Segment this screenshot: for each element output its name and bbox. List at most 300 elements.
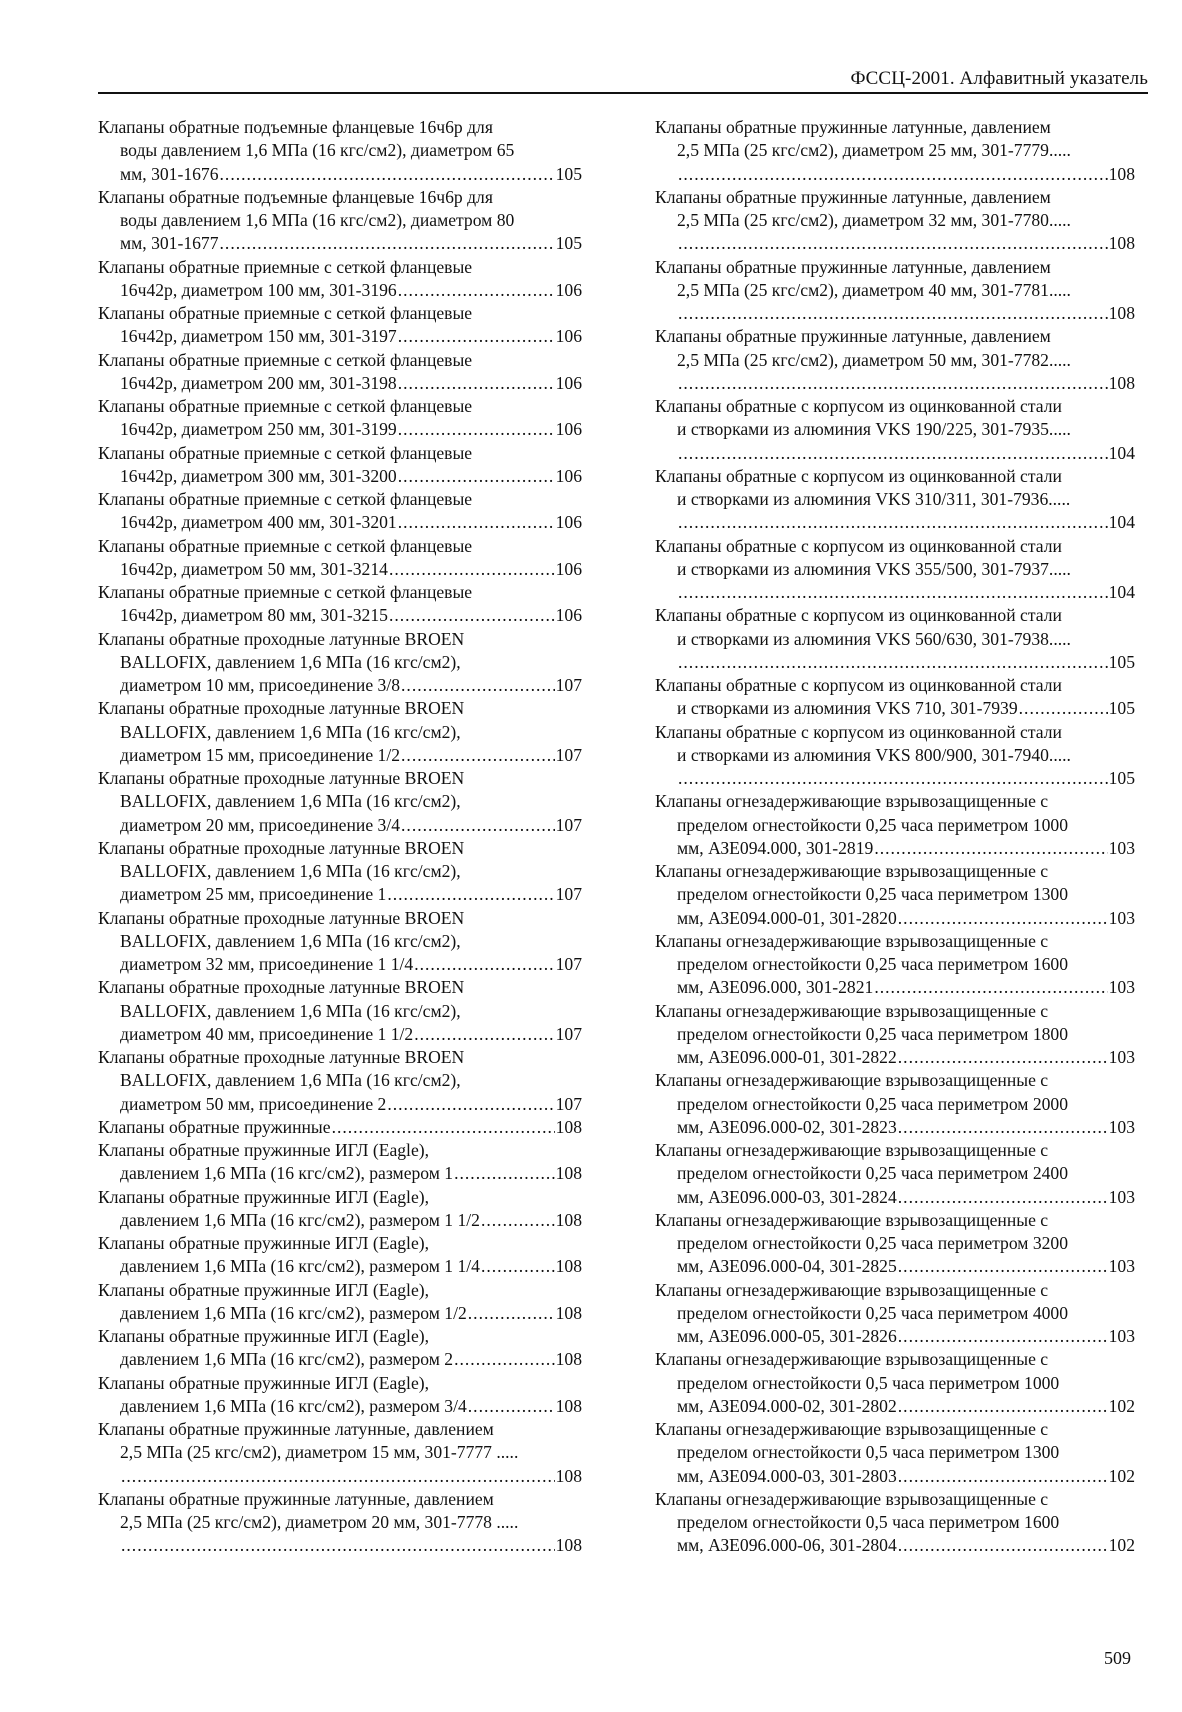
entry-line: Клапаны обратные приемные с сеткой фланцевые <box>98 489 473 509</box>
dot-leader <box>898 1395 1108 1418</box>
entry-line: Клапаны огнезадерживающие взрывозащищенные с <box>655 861 1049 881</box>
entry-line: Клапаны обратные с корпусом из оцинкованной стали <box>655 721 1062 742</box>
entry-page-number: 105 <box>1108 768 1135 788</box>
dot-leader <box>121 1465 555 1488</box>
dot-leader <box>401 674 555 697</box>
entry-page-number: 108 <box>555 1256 582 1277</box>
entry-line: 16ч42р, диаметром 300 мм, 301-3200 <box>120 465 397 486</box>
index-entry <box>655 256 1135 326</box>
entry-last-line <box>98 1093 582 1116</box>
entry-page-number: 108 <box>555 1395 582 1416</box>
entry-last-line <box>98 163 582 186</box>
entry-last-line <box>655 837 1135 860</box>
dot-leader <box>874 837 1107 860</box>
entry-last-line <box>98 465 582 488</box>
index-entry <box>98 837 582 907</box>
dot-leader <box>387 1093 554 1116</box>
entry-line: давлением 1,6 МПа (16 кгс/см2), размером 3/4 <box>120 1395 467 1416</box>
entry-line: и створками из алюминия VKS 190/225, 301-7935..... <box>677 419 1071 440</box>
entry-line: 2,5 МПа (25 кгс/см2), диаметром 20 мм, 301-7778 ..... <box>120 1512 519 1532</box>
entry-last-line <box>655 697 1135 720</box>
index-entry <box>655 1488 1135 1558</box>
entry-line: мм, АЗЕ094.000-03, 301-2803 <box>677 1465 897 1486</box>
dot-leader <box>678 442 1108 465</box>
entry-line: и створками из алюминия VKS 355/500, 301-7937..... <box>677 558 1071 579</box>
entry-line: Клапаны огнезадерживающие взрывозащищенные с <box>655 930 1049 951</box>
entry-page-number: 104 <box>1108 512 1135 533</box>
entry-line: мм, 301-1676 <box>120 163 219 184</box>
index-entry <box>655 465 1135 535</box>
index-column-right <box>655 116 1135 1558</box>
dot-leader <box>398 465 555 488</box>
entry-line: Клапаны обратные приемные с сеткой фланцевые <box>98 396 473 416</box>
entry-page-number: 107 <box>555 1023 582 1044</box>
index-entry <box>98 256 582 303</box>
entry-line: 16ч42р, диаметром 100 мм, 301-3196 <box>120 279 397 300</box>
entry-last-line <box>98 1348 582 1371</box>
entry-page-number: 106 <box>555 372 582 393</box>
entry-line: Клапаны огнезадерживающие взрывозащищенные с <box>655 791 1049 812</box>
index-entry <box>98 186 582 256</box>
entry-line: 16ч42р, диаметром 50 мм, 301-3214 <box>120 558 388 579</box>
entry-line: пределом огнестойкости 0,5 часа периметром 1300 <box>677 1442 1060 1463</box>
entry-line: BALLOFIX, давлением 1,6 МПа (16 кгс/см2), <box>120 791 461 812</box>
entry-last-line <box>655 907 1135 930</box>
index-entry <box>98 395 582 442</box>
dot-leader <box>678 511 1108 534</box>
entry-line: Клапаны обратные проходные латунные BROEN <box>98 768 465 788</box>
entry-last-line <box>655 1255 1135 1278</box>
entry-line: Клапаны обратные пружинные ИГЛ (Eagle), <box>98 1140 430 1160</box>
entry-last-line <box>655 976 1135 999</box>
dot-leader <box>398 511 555 534</box>
entry-line: мм, АЗЕ096.000-04, 301-2825 <box>677 1256 897 1277</box>
dot-leader <box>398 279 555 302</box>
entry-line: Клапаны огнезадерживающие взрывозащищенные с <box>655 1070 1049 1091</box>
entry-last-line <box>655 651 1135 674</box>
dot-leader <box>220 163 555 186</box>
entry-line: Клапаны обратные проходные латунные BROEN <box>98 698 465 719</box>
index-entry <box>98 302 582 349</box>
index-entry <box>655 1348 1135 1418</box>
entry-line: BALLOFIX, давлением 1,6 МПа (16 кгс/см2), <box>120 930 461 951</box>
entry-line: Клапаны обратные пружинные латунные, давлением <box>655 186 1051 207</box>
entry-page-number: 105 <box>1108 651 1135 672</box>
entry-last-line <box>98 418 582 441</box>
index-entry <box>98 1232 582 1279</box>
index-entry <box>98 535 582 582</box>
entry-page-number: 103 <box>1108 837 1135 858</box>
entry-page-number: 102 <box>1108 1465 1135 1486</box>
dot-leader <box>454 1162 555 1185</box>
entry-page-number: 108 <box>555 1535 582 1556</box>
index-entry <box>98 976 582 1046</box>
entry-last-line <box>98 1209 582 1232</box>
entry-last-line <box>98 1023 582 1046</box>
entry-page-number: 103 <box>1108 1116 1135 1137</box>
entry-last-line <box>655 581 1135 604</box>
entry-line: давлением 1,6 МПа (16 кгс/см2), размером 1 1/2 <box>120 1209 480 1230</box>
entry-last-line <box>98 511 582 534</box>
entry-page-number: 108 <box>555 1465 582 1486</box>
entry-line: Клапаны обратные с корпусом из оцинкованной стали <box>655 396 1062 416</box>
entry-line: Клапаны обратные проходные латунные BROEN <box>98 1047 465 1067</box>
index-entry <box>98 1325 582 1372</box>
index-entry <box>98 1186 582 1233</box>
index-entry <box>98 628 582 698</box>
index-entry <box>655 790 1135 860</box>
entry-line: Клапаны обратные приемные с сеткой фланцевые <box>98 582 473 602</box>
entry-last-line <box>98 232 582 255</box>
entry-line: мм, АЗЕ096.000-06, 301-2804 <box>677 1535 897 1556</box>
entry-line: 16ч42р, диаметром 250 мм, 301-3199 <box>120 419 397 440</box>
entry-line: 2,5 МПа (25 кгс/см2), диаметром 50 мм, 301-7782..... <box>677 349 1071 370</box>
dot-leader <box>678 581 1108 604</box>
dot-leader <box>678 163 1108 186</box>
entry-last-line <box>98 1255 582 1278</box>
dot-leader <box>398 418 555 441</box>
entry-page-number: 105 <box>555 233 582 254</box>
entry-page-number: 108 <box>1108 303 1135 323</box>
entry-page-number: 107 <box>555 884 582 905</box>
entry-line: мм, АЗЕ096.000-02, 301-2823 <box>677 1116 897 1137</box>
entry-last-line <box>655 767 1135 790</box>
dot-leader <box>468 1395 555 1418</box>
entry-page-number: 107 <box>555 814 582 835</box>
entry-line: Клапаны обратные пружинные ИГЛ (Eagle), <box>98 1326 430 1346</box>
entry-last-line <box>655 511 1135 534</box>
index-entry <box>98 349 582 396</box>
entry-line: пределом огнестойкости 0,25 часа периметром 4000 <box>677 1302 1069 1323</box>
entry-last-line <box>655 1116 1135 1139</box>
entry-line: пределом огнестойкости 0,25 часа периметром 1800 <box>677 1023 1069 1044</box>
entry-last-line <box>655 1395 1135 1418</box>
entry-page-number: 106 <box>555 419 582 440</box>
entry-line: 2,5 МПа (25 кгс/см2), диаметром 15 мм, 301-7777 ..... <box>120 1442 519 1463</box>
index-entry <box>98 697 582 767</box>
entry-line: мм, АЗЕ096.000-03, 301-2824 <box>677 1186 897 1207</box>
entry-last-line <box>98 1162 582 1185</box>
entry-last-line <box>98 1395 582 1418</box>
entry-line: давлением 1,6 МПа (16 кгс/см2), размером 1/2 <box>120 1302 467 1323</box>
entry-page-number: 103 <box>1108 1256 1135 1277</box>
entry-line: Клапаны обратные пружинные <box>98 1116 331 1137</box>
entry-line: пределом огнестойкости 0,25 часа периметром 1300 <box>677 884 1069 905</box>
entry-last-line <box>655 163 1135 186</box>
entry-line: Клапаны обратные пружинные латунные, давлением <box>655 117 1051 137</box>
entry-line: Клапаны огнезадерживающие взрывозащищенные с <box>655 1000 1049 1021</box>
entry-last-line <box>98 1116 582 1139</box>
dot-leader <box>874 976 1107 999</box>
entry-line: Клапаны обратные пружинные ИГЛ (Eagle), <box>98 1186 430 1207</box>
entry-last-line <box>98 372 582 395</box>
entry-page-number: 108 <box>1108 233 1135 254</box>
index-entry <box>98 1372 582 1419</box>
index-entry <box>655 721 1135 791</box>
index-entry <box>655 325 1135 395</box>
entry-page-number: 108 <box>555 1349 582 1370</box>
entry-line: и створками из алюминия VKS 310/311, 301-7936..... <box>677 489 1071 509</box>
index-entry <box>655 1139 1135 1209</box>
dot-leader <box>414 953 554 976</box>
entry-page-number: 103 <box>1108 1047 1135 1067</box>
index-entry <box>98 1139 582 1186</box>
entry-page-number: 108 <box>555 1116 582 1137</box>
dot-leader <box>401 744 555 767</box>
entry-last-line <box>98 674 582 697</box>
entry-line: Клапаны обратные проходные латунные BROEN <box>98 837 465 858</box>
entry-page-number: 102 <box>1108 1535 1135 1556</box>
entry-line: BALLOFIX, давлением 1,6 МПа (16 кгс/см2), <box>120 1070 461 1091</box>
entry-line: 16ч42р, диаметром 400 мм, 301-3201 <box>120 512 397 533</box>
entry-last-line <box>98 558 582 581</box>
entry-line: 2,5 МПа (25 кгс/см2), диаметром 40 мм, 301-7781..... <box>677 279 1071 300</box>
index-entry <box>655 186 1135 256</box>
dot-leader <box>389 604 555 627</box>
entry-page-number: 106 <box>555 326 582 347</box>
entry-line: воды давлением 1,6 МПа (16 кгс/см2), диаметром 65 <box>120 140 515 161</box>
index-entry <box>655 1069 1135 1139</box>
entry-last-line <box>98 953 582 976</box>
entry-line: Клапаны огнезадерживающие взрывозащищенные с <box>655 1279 1049 1300</box>
entry-line: и створками из алюминия VKS 560/630, 301-7938..... <box>677 628 1071 649</box>
entry-line: пределом огнестойкости 0,25 часа периметром 2400 <box>677 1163 1069 1184</box>
entry-line: и створками из алюминия VKS 710, 301-7939 <box>677 698 1018 719</box>
entry-line: BALLOFIX, давлением 1,6 МПа (16 кгс/см2), <box>120 651 461 672</box>
entry-line: мм, АЗЕ094.000-01, 301-2820 <box>677 907 897 928</box>
entry-last-line <box>655 442 1135 465</box>
entry-page-number: 105 <box>1108 698 1135 719</box>
entry-last-line <box>98 279 582 302</box>
entry-line: Клапаны обратные приемные с сеткой фланцевые <box>98 349 473 370</box>
entry-line: Клапаны обратные подъемные фланцевые 16ч6р для <box>98 186 493 207</box>
index-entry <box>98 1046 582 1116</box>
entry-line: Клапаны обратные пружинные ИГЛ (Eagle), <box>98 1372 430 1393</box>
entry-line: Клапаны обратные пружинные ИГЛ (Eagle), <box>98 1233 430 1253</box>
entry-line: Клапаны обратные приемные с сеткой фланцевые <box>98 442 473 463</box>
index-entry <box>98 581 582 628</box>
dot-leader <box>678 232 1108 255</box>
entry-line: 2,5 МПа (25 кгс/см2), диаметром 32 мм, 301-7780..... <box>677 210 1071 230</box>
entry-line: Клапаны огнезадерживающие взрывозащищенные с <box>655 1419 1049 1439</box>
dot-leader <box>220 232 555 255</box>
entry-line: Клапаны огнезадерживающие взрывозащищенные с <box>655 1488 1049 1509</box>
dot-leader <box>898 1255 1108 1278</box>
entry-line: пределом огнестойкости 0,25 часа периметром 1600 <box>677 954 1069 974</box>
entry-line: и створками из алюминия VKS 800/900, 301-7940..... <box>677 744 1071 765</box>
entry-page-number: 103 <box>1108 977 1135 998</box>
index-entry <box>655 1209 1135 1279</box>
entry-page-number: 103 <box>1108 1186 1135 1207</box>
index-entry <box>98 442 582 489</box>
entry-page-number: 104 <box>1108 442 1135 463</box>
dot-leader <box>898 907 1108 930</box>
entry-line: диаметром 50 мм, присоединение 2 <box>120 1093 387 1114</box>
entry-page-number: 107 <box>555 744 582 765</box>
entry-line: Клапаны огнезадерживающие взрывозащищенные с <box>655 1349 1049 1370</box>
index-entry <box>655 535 1135 605</box>
entry-line: мм, АЗЕ094.000-02, 301-2802 <box>677 1395 897 1416</box>
entry-line: 16ч42р, диаметром 200 мм, 301-3198 <box>120 372 397 393</box>
index-entry <box>655 116 1135 186</box>
entry-last-line <box>98 814 582 837</box>
entry-page-number: 106 <box>555 465 582 486</box>
entry-last-line <box>655 1186 1135 1209</box>
dot-leader <box>898 1046 1108 1069</box>
entry-line: Клапаны обратные пружинные латунные, давлением <box>655 256 1051 277</box>
entry-last-line <box>98 1465 582 1488</box>
entry-line: диаметром 20 мм, присоединение 3/4 <box>120 814 401 835</box>
index-entry <box>98 907 582 977</box>
entry-line: мм, 301-1677 <box>120 233 219 254</box>
entry-line: воды давлением 1,6 МПа (16 кгс/см2), диаметром 80 <box>120 210 515 230</box>
index-entry <box>655 604 1135 674</box>
index-column-left <box>98 116 582 1558</box>
entry-line: Клапаны обратные пружинные латунные, давлением <box>98 1488 494 1509</box>
index-entry <box>98 1279 582 1326</box>
entry-last-line <box>655 1465 1135 1488</box>
entry-last-line <box>98 604 582 627</box>
entry-line: Клапаны обратные проходные латунные BROEN <box>98 907 465 928</box>
entry-page-number: 106 <box>555 512 582 533</box>
entry-line: Клапаны обратные с корпусом из оцинкованной стали <box>655 535 1062 556</box>
entry-page-number: 107 <box>555 1093 582 1114</box>
entry-page-number: 108 <box>555 1302 582 1323</box>
entry-line: пределом огнестойкости 0,25 часа периметром 1000 <box>677 814 1069 835</box>
page-number: 509 <box>1104 1648 1131 1668</box>
dot-leader <box>481 1209 555 1232</box>
entry-line: Клапаны обратные пружинные ИГЛ (Eagle), <box>98 1279 430 1300</box>
dot-leader <box>401 814 555 837</box>
entry-line: пределом огнестойкости 0,5 часа периметром 1600 <box>677 1512 1060 1532</box>
index-entry <box>655 1000 1135 1070</box>
entry-line: Клапаны обратные проходные латунные BROEN <box>98 628 465 649</box>
entry-line: мм, АЗЕ096.000, 301-2821 <box>677 977 874 998</box>
index-entry <box>655 860 1135 930</box>
dot-leader <box>898 1534 1108 1557</box>
entry-page-number: 108 <box>555 1209 582 1230</box>
index-entry <box>98 1418 582 1488</box>
dot-leader <box>898 1186 1108 1209</box>
index-entry <box>98 116 582 186</box>
entry-page-number: 106 <box>555 279 582 300</box>
entry-page-number: 108 <box>1108 163 1135 184</box>
entry-last-line <box>98 1302 582 1325</box>
entry-line: Клапаны огнезадерживающие взрывозащищенные с <box>655 1140 1049 1160</box>
entry-line: диаметром 40 мм, присоединение 1 1/2 <box>120 1023 414 1044</box>
dot-leader <box>678 767 1108 790</box>
dot-leader <box>468 1302 555 1325</box>
entry-line: BALLOFIX, давлением 1,6 МПа (16 кгс/см2), <box>120 1000 461 1021</box>
entry-line: 2,5 МПа (25 кгс/см2), диаметром 25 мм, 301-7779..... <box>677 140 1071 161</box>
dot-leader <box>678 372 1108 395</box>
entry-page-number: 106 <box>555 605 582 626</box>
entry-page-number: 108 <box>555 1163 582 1184</box>
entry-line: мм, АЗЕ096.000-01, 301-2822 <box>677 1047 897 1067</box>
entry-last-line <box>655 1046 1135 1069</box>
entry-page-number: 104 <box>1108 582 1135 602</box>
entry-line: Клапаны обратные с корпусом из оцинкованной стали <box>655 465 1062 486</box>
dot-leader <box>398 372 555 395</box>
entry-line: диаметром 32 мм, присоединение 1 1/4 <box>120 954 414 974</box>
entry-last-line <box>98 883 582 906</box>
entry-last-line <box>655 302 1135 325</box>
entry-page-number: 103 <box>1108 1326 1135 1346</box>
entry-page-number: 108 <box>1108 372 1135 393</box>
entry-last-line <box>655 1325 1135 1348</box>
dot-leader <box>387 883 554 906</box>
entry-last-line <box>655 232 1135 255</box>
dot-leader <box>481 1255 555 1278</box>
entry-page-number: 102 <box>1108 1395 1135 1416</box>
dot-leader <box>898 1325 1108 1348</box>
entry-line: BALLOFIX, давлением 1,6 МПа (16 кгс/см2), <box>120 721 461 742</box>
dot-leader <box>678 651 1108 674</box>
entry-line: 16ч42р, диаметром 80 мм, 301-3215 <box>120 605 388 626</box>
entry-page-number: 106 <box>555 558 582 579</box>
entry-line: диаметром 15 мм, присоединение 1/2 <box>120 744 401 765</box>
entry-line: диаметром 10 мм, присоединение 3/8 <box>120 675 401 695</box>
entry-line: Клапаны обратные проходные латунные BROEN <box>98 977 465 998</box>
entry-line: Клапаны огнезадерживающие взрывозащищенные с <box>655 1209 1049 1230</box>
entry-last-line <box>98 1534 582 1557</box>
dot-leader <box>414 1023 554 1046</box>
entry-line: мм, АЗЕ096.000-05, 301-2826 <box>677 1326 897 1346</box>
entry-line: BALLOFIX, давлением 1,6 МПа (16 кгс/см2), <box>120 861 461 881</box>
index-entry <box>98 767 582 837</box>
index-entry <box>655 1279 1135 1349</box>
dot-leader <box>332 1116 555 1139</box>
entry-line: пределом огнестойкости 0,5 часа периметром 1000 <box>677 1372 1060 1393</box>
entry-page-number: 103 <box>1108 907 1135 928</box>
entry-line: Клапаны обратные с корпусом из оцинкованной стали <box>655 605 1062 626</box>
index-entry <box>98 1488 582 1558</box>
entry-line: давлением 1,6 МПа (16 кгс/см2), размером 1 <box>120 1163 454 1184</box>
index-entry <box>98 1116 582 1139</box>
entry-line: Клапаны обратные приемные с сеткой фланцевые <box>98 256 473 277</box>
entry-line: Клапаны обратные пружинные латунные, давлением <box>98 1419 494 1439</box>
dot-leader <box>898 1116 1108 1139</box>
entry-last-line <box>655 1534 1135 1557</box>
dot-leader <box>1019 697 1108 720</box>
entry-line: пределом огнестойкости 0,25 часа периметром 3200 <box>677 1233 1069 1253</box>
index-entry <box>655 674 1135 721</box>
dot-leader <box>398 325 555 348</box>
dot-leader <box>898 1465 1108 1488</box>
entry-page-number: 107 <box>555 675 582 695</box>
entry-last-line <box>655 372 1135 395</box>
page-header <box>98 62 1148 94</box>
entry-last-line <box>98 325 582 348</box>
index-entry <box>98 488 582 535</box>
entry-page-number: 107 <box>555 954 582 974</box>
dot-leader <box>678 302 1108 325</box>
entry-line: 16ч42р, диаметром 150 мм, 301-3197 <box>120 326 397 347</box>
entry-line: Клапаны обратные приемные с сеткой фланцевые <box>98 303 473 323</box>
dot-leader <box>389 558 555 581</box>
entry-line: давлением 1,6 МПа (16 кгс/см2), размером 2 <box>120 1349 454 1370</box>
entry-line: давлением 1,6 МПа (16 кгс/см2), размером 1 1/4 <box>120 1256 480 1277</box>
dot-leader <box>121 1534 555 1557</box>
index-entry <box>655 930 1135 1000</box>
header-title: ФССЦ-2001. Алфавитный указатель <box>850 68 1148 89</box>
entry-page-number: 105 <box>555 163 582 184</box>
entry-last-line <box>98 744 582 767</box>
entry-line: Клапаны обратные подъемные фланцевые 16ч6р для <box>98 117 493 137</box>
entry-line: Клапаны обратные с корпусом из оцинкованной стали <box>655 675 1062 695</box>
entry-line: Клапаны обратные пружинные латунные, давлением <box>655 326 1051 347</box>
entry-line: пределом огнестойкости 0,25 часа периметром 2000 <box>677 1093 1069 1114</box>
